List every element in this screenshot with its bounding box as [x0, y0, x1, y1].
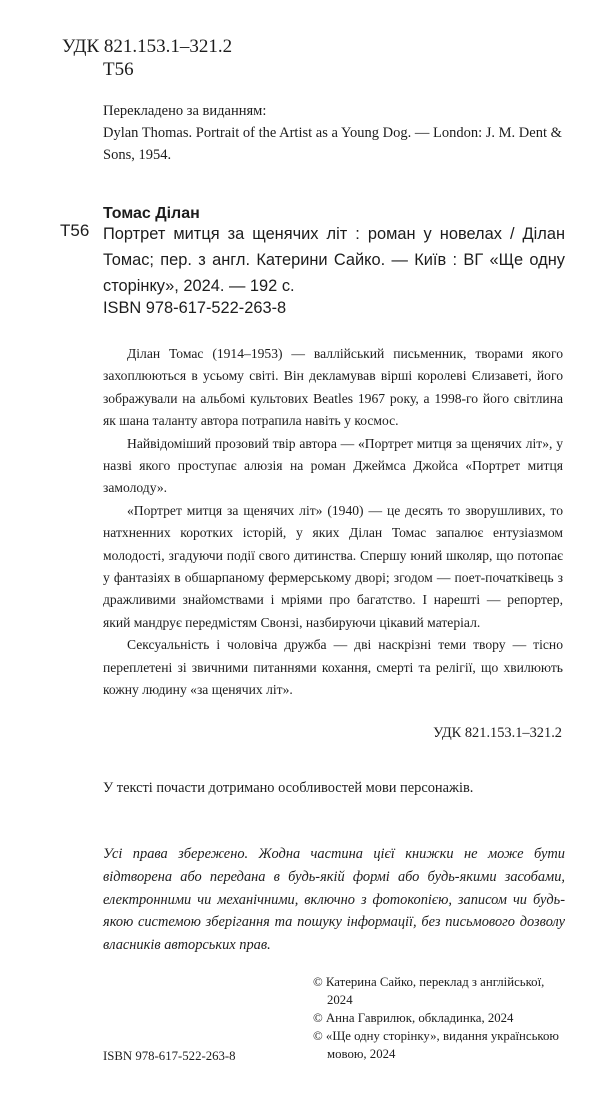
biblio-author: Томас Ділан — [103, 205, 200, 222]
udk-code-top: УДК 821.153.1–321.2 — [62, 36, 233, 57]
biblio-description: Портрет митця за щенячих літ : роман у новелах / Ділан Томас; пер. з англ. Катерини Сайко. — Київ : ВГ «Ще одну сторінку», 2024. — 192 с. — [103, 225, 565, 295]
copyright-translator: © Катерина Сайко, переклад з англійської, 2024 — [313, 975, 545, 1007]
language-note: У тексті почасти дотримано особливостей мови персонажів. — [103, 780, 474, 796]
annotation-paragraph: Ділан Томас (1914–1953) — валлійський письменник, творами якого захоплюються в усьому світі. Він декламував вірші королеві Єлизаветі, його зображували на альбомі культових Beatles 1967 року, а 1998-го його світлина як шана таланту автора потрапила навіть у космос. — [103, 346, 563, 429]
rights-notice: Усі права збережено. Жодна частина цієї книжки не може бути відтворена або передана в будь-якій формі або будь-якими засобами, електронними чи механічними, включно з фотокопією, записом чи будь-якою системою зберігання та пошуку інформації, без письмового дозволу власників авторських прав. — [103, 846, 565, 954]
biblio-author-mark: Т56 — [60, 221, 90, 240]
copyright-cover: © Анна Гаврилюк, обкладинка, 2024 — [313, 1011, 514, 1025]
annotation-udk: УДК 821.153.1–321.2 — [433, 725, 562, 741]
annotation-paragraph: «Портрет митця за щенячих літ» (1940) — це десять то зворушливих, то натхненних коротких історій, у яких Ділан Томас запалює ентузіазмом молодості, згадуючи події свого дитинства. Спершу юний школяр, що потопає у фантазіях в обшарпаному фермерському дворі; згодом — поет-початківець з дражливими знайомствами і мріями про багатство. І нарешті — репортер, який мандрує передмістям Свонзі, назбируючи цікавий матеріал. — [103, 502, 563, 630]
original-edition-source: Dylan Thomas. Portrait of the Artist as a Young Dog. — London: J. M. Dent & Sons, 1954. — [103, 125, 562, 163]
original-edition-lead: Перекладено за виданням: — [103, 103, 267, 119]
annotation — [103, 343, 563, 702]
copyright-publisher: © «Ще одну сторінку», видання українською мовою, 2024 — [313, 1029, 559, 1061]
annotation-paragraph: Сексуальність і чоловіча дружба — дві наскрізні теми твору — тісно переплетені зі звичними питаннями кохання, смерті та релігії, що хвилюють кожну людину «за щенячих літ». — [103, 637, 563, 698]
biblio-isbn: ISBN 978-617-522-263-8 — [103, 299, 287, 317]
author-mark-top: Т56 — [103, 59, 134, 80]
bottom-isbn: ISBN 978-617-522-263-8 — [103, 1049, 236, 1063]
copyright-list — [313, 973, 573, 1063]
annotation-paragraph: Найвідоміший прозовий твір автора — «Портрет митця за щенячих літ», у назві якого проступає алюзія на роман Джеймса Джойса «Портрет митця замолоду». — [103, 435, 563, 496]
original-edition-block — [103, 100, 563, 166]
